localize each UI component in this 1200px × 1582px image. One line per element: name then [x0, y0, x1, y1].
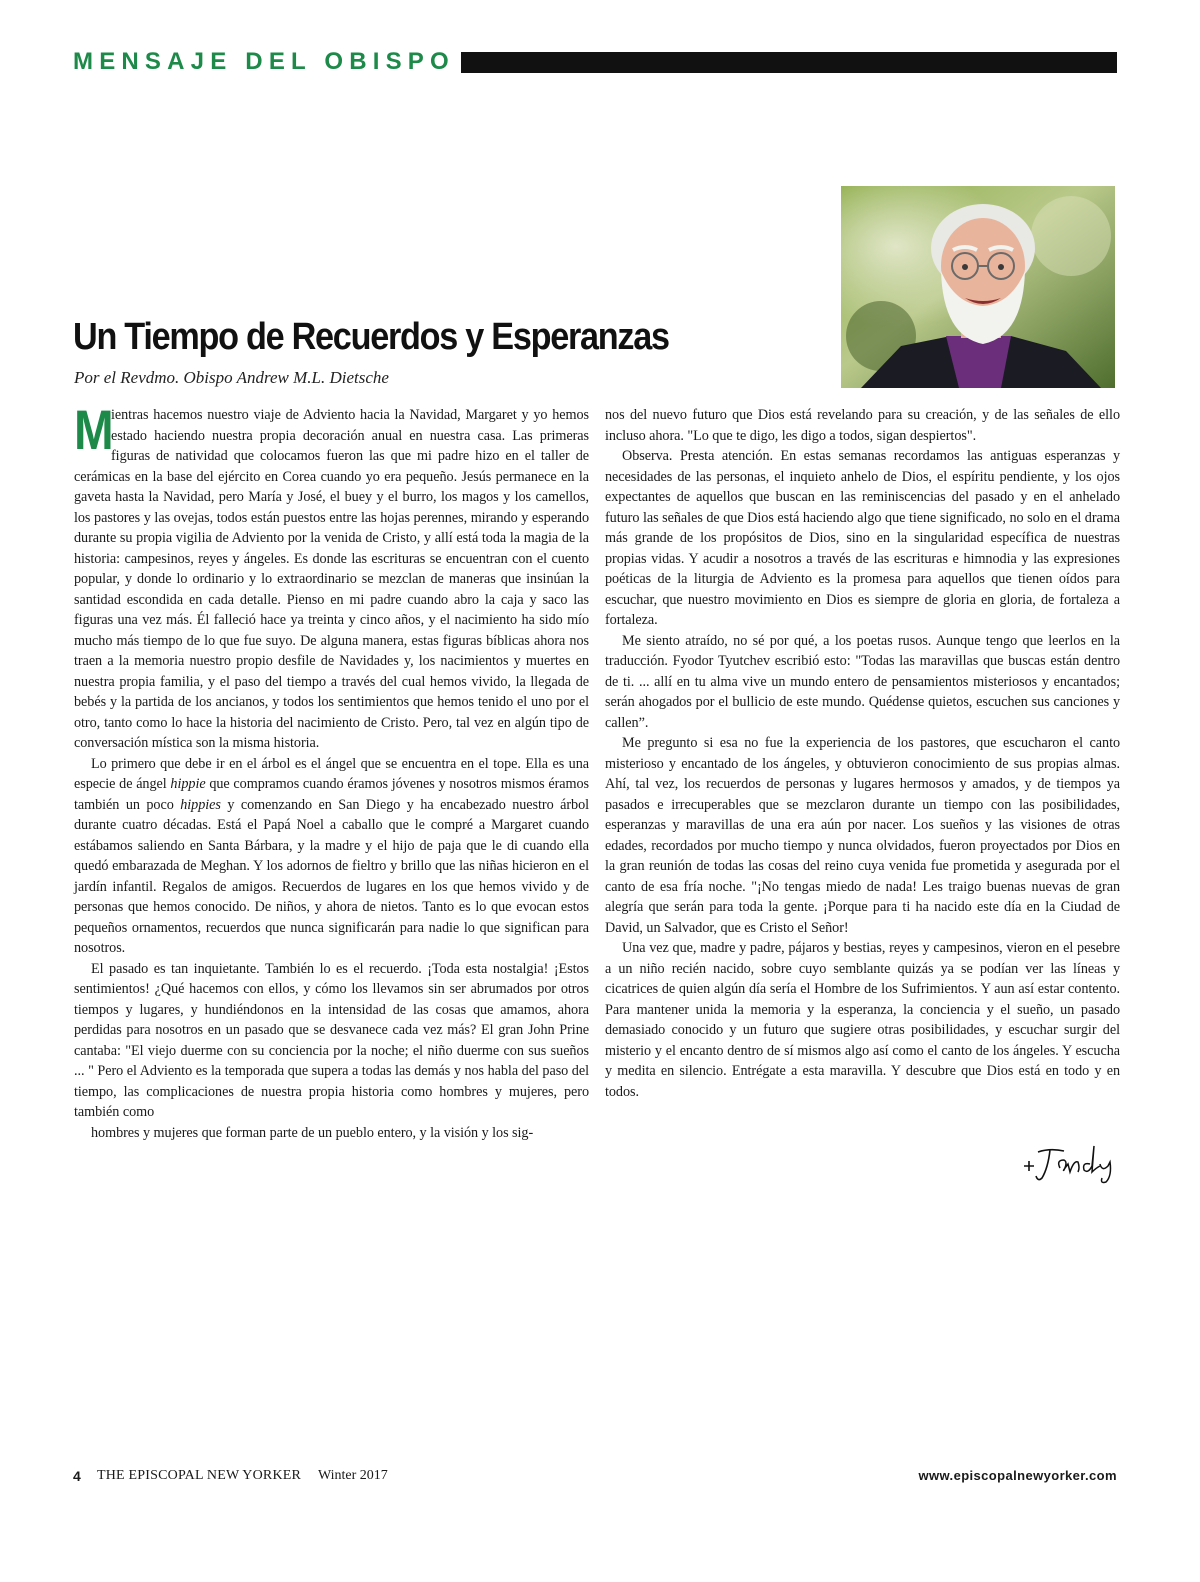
article-byline: Por el Revdmo. Obispo Andrew M.L. Dietsche: [74, 368, 389, 387]
paragraph: hombres y mujeres que forman parte de un pueblo entero, y la visión y los sig-: [91, 1124, 534, 1141]
drop-cap: M: [74, 398, 114, 461]
paragraph: [74, 398, 589, 754]
section-label: MENSAJE DEL OBISPO: [73, 48, 455, 75]
paragraph: Me pregunto si esa no fue la experiencia de los pastores, que escucharon el canto misterioso y encantado de los ángeles, y obtuvieron conocimiento de sus propias almas. Ahí, tal vez, los recuerdos de personas y lugares hermosos y amados, y de tiempos ya pasados e irrecuperables que se mezclaron durante un tiempo con las posibilidades, esperanzas y maravillas de una era aún por nacer. Los sueños y las visiones de otras edades, recordados por mucho tiempo y nunca olvidados, fueron proyectados por Dios en la gran reunión de todas las cosas del reino cuya venida fue prometida y asegurada por el canto de esa fría noche. "¡No tengas miedo de nada! Les traigo buenas nuevas de gran alegría que serán para toda la gente. ¡Porque para ti ha nacido este día en la Ciudad de David, un Salvador, que es Cristo el Señor!: [605, 735, 1120, 936]
signature-icon: [1020, 1138, 1120, 1186]
website-link[interactable]: www.episcopalnewyorker.com: [918, 1468, 1117, 1483]
paragraph-text: ientras hacemos nuestro viaje de Adviento hacia la Navidad, Margaret y yo hemos estado haciendo nuestra propia decoración anual en nuestra casa. Las primeras figuras de natividad que colocamos fueron las que mi padre hizo en el taller de cerámicas en la base del ejército en Corea cuando yo era pequeño. Jesús permanece en la gaveta hasta la Navidad, pero María y José, el buey y el burro, los magos y los camellos, los pastores y las ovejas, todos están puestos entre las hojas perennes, mirando y esperando durante su propia vigilia de Adviento por la venida de Cristo, y allí está toda la magia de la historia: campesinos, reyes y ángeles. Es donde las escrituras se encuentran con el cuento popular, y donde lo ordinario y lo extraordinario se mezclan de maneras que insinúan la santidad escondida en cada detalle. Pienso en mi padre cuando abro la caja y saco las figuras una vez más. Él falleció hace ya treinta y cinco años, y el nacimiento ha sido mío mucho más tiempo de lo que fue suyo. De alguna manera, estas figuras bíblicas ahora nos traen a la memoria nuestro propio desfile de Navidades y, los nacimientos y muertes en nuestra propia familia, y el paso del tiempo a través del cual hemos vivido, la llegada de bebés y la partida de los ancianos, y todos los sentimientos que hemos tenido el uno por el otro, tanto como lo hace la historia del nacimiento de Cristo. Pero, tal vez en algún tipo de conversación mística son la misma historia.: [74, 407, 589, 751]
paragraph: El pasado es tan inquietante. También lo es el recuerdo. ¡Toda esta nostalgia! ¡Estos sentimientos! ¿Qué hacemos con ellos, y cómo los llevamos sin ser abrumados por otros tiempos y lugares, y hundiéndonos en la intensidad de las cosas que amamos, ahora perdidas para nosotros en un pasado que se desvanece cada vez más? El gran John Prine cantaba: "El viejo duerme con su conciencia por la noche; el niño duerme con sus sueños ... " Pero el Adviento es la temporada que supera a todas las demás y nos habla del paso del tiempo, las complicaciones de nuestra propia historia como hombres y mujeres, pero también como: [74, 960, 589, 1120]
paragraph: Me siento atraído, no sé por qué, a los poetas rusos. Aunque tengo que leerlos en la traducción. Fyodor Tyutchev escribió esto: "Todas las maravillas que buscas están dentro de ti. ... allí en tu alma vive un mundo entero de pensamientos misteriosos y encantados; serán ahogados por el bullicio de este mundo. Quédense quietos, escuchen sus canciones y callen”.: [605, 632, 1120, 731]
author-photo: [841, 186, 1115, 388]
paragraph: Una vez que, madre y padre, pájaros y bestias, reyes y campesinos, vieron en el pesebre a un niño recién nacido, sobre cuyo semblante quizás ya se podían ver las líneas y cicatrices de quien algún día sería el Hombre de los Sufrimientos. Y aun así estar contento. Para mantener unida la memoria y la esperanza, la conciencia y el sueño, un pasado demasiado conocido y un futuro que sugiere otras posibilidades, y escuchar surgir del misterio y el encanto dentro de sí mismos algo así como el canto de los ángeles. Y escucha y medita en silencio. Entrégate a esta maravilla. Y descubre que Dios está en todo y en todos.: [605, 940, 1120, 1100]
signature: [1020, 1138, 1120, 1186]
article-title: Un Tiempo de Recuerdos y Esperanzas: [73, 316, 669, 358]
paragraph-text: que compramos cuando éramos jóvenes y nosotros mismos éramos también un poco: [74, 776, 590, 813]
section-header: [73, 48, 1117, 76]
page-number: 4: [73, 1468, 81, 1484]
portrait-photo-icon: [841, 186, 1115, 388]
paragraph: nos del nuevo futuro que Dios está revelando para su creación, y de las señales de ello incluso ahora. "Lo que te digo, les digo a todos, sigan despiertos".: [605, 407, 1120, 444]
paragraph: Observa. Presta atención. En estas semanas recordamos las antiguas esperanzas y necesidades de las personas, el inquieto anhelo de Dios, el espíritu pendiente, y los ojos expectantes de aquellos que buscan en las reminiscencias del pasado y en el anhelado futuro las señales de que Dios está haciendo algo que tiene significado, no solo en el drama más grande de los propósitos de Dios, sino en la singularidad específica de nuestras propias vidas. Y acudir a nosotros a través de las escrituras e himnodia y las expresiones poéticas de la liturgia de Adviento es la promesa para aquellos que tienen oídos para escuchar, que nuestro movimiento en Dios es siempre de gloria en gloria, de fortaleza a fortaleza.: [605, 448, 1120, 628]
footer: [73, 1468, 1117, 1488]
publication-name: THE EPISCOPAL NEW YORKER: [97, 1468, 302, 1483]
column-right: [605, 405, 1120, 1102]
paragraph-text: y comenzando en San Diego y ha encabezado nuestro árbol durante cuatro décadas. Está el Papá Noel a caballo que le compré a Margaret cuando estábamos saliendo en Santa Bárbara, y la madre y el hijo de paja que le di cuando ella quedó embarazada de Meghan. Y los adornos de fieltro y brillo que las niñas hicieron en el jardín infantil. Regalos de amigos. Recuerdos de lugares en los que hemos vivido y de personas que hemos conocido. De niños, y ahora de nietos. Tanto es lo que evocan estos pequeños ornamentos, recuerdos que nunca significarán para nadie lo que significan para nosotros.: [74, 796, 590, 956]
paragraph: [74, 754, 589, 959]
issue-season: Winter 2017: [318, 1468, 388, 1483]
italic-word: hippie: [170, 776, 206, 792]
section-bar: [461, 52, 1117, 73]
paragraph-text: Lo primero que debe ir en el árbol es el ángel que se encuentra en el tope. Ella es una especie de ángel: [74, 755, 589, 792]
italic-word: hippies: [180, 796, 221, 813]
column-left: [74, 398, 590, 1143]
